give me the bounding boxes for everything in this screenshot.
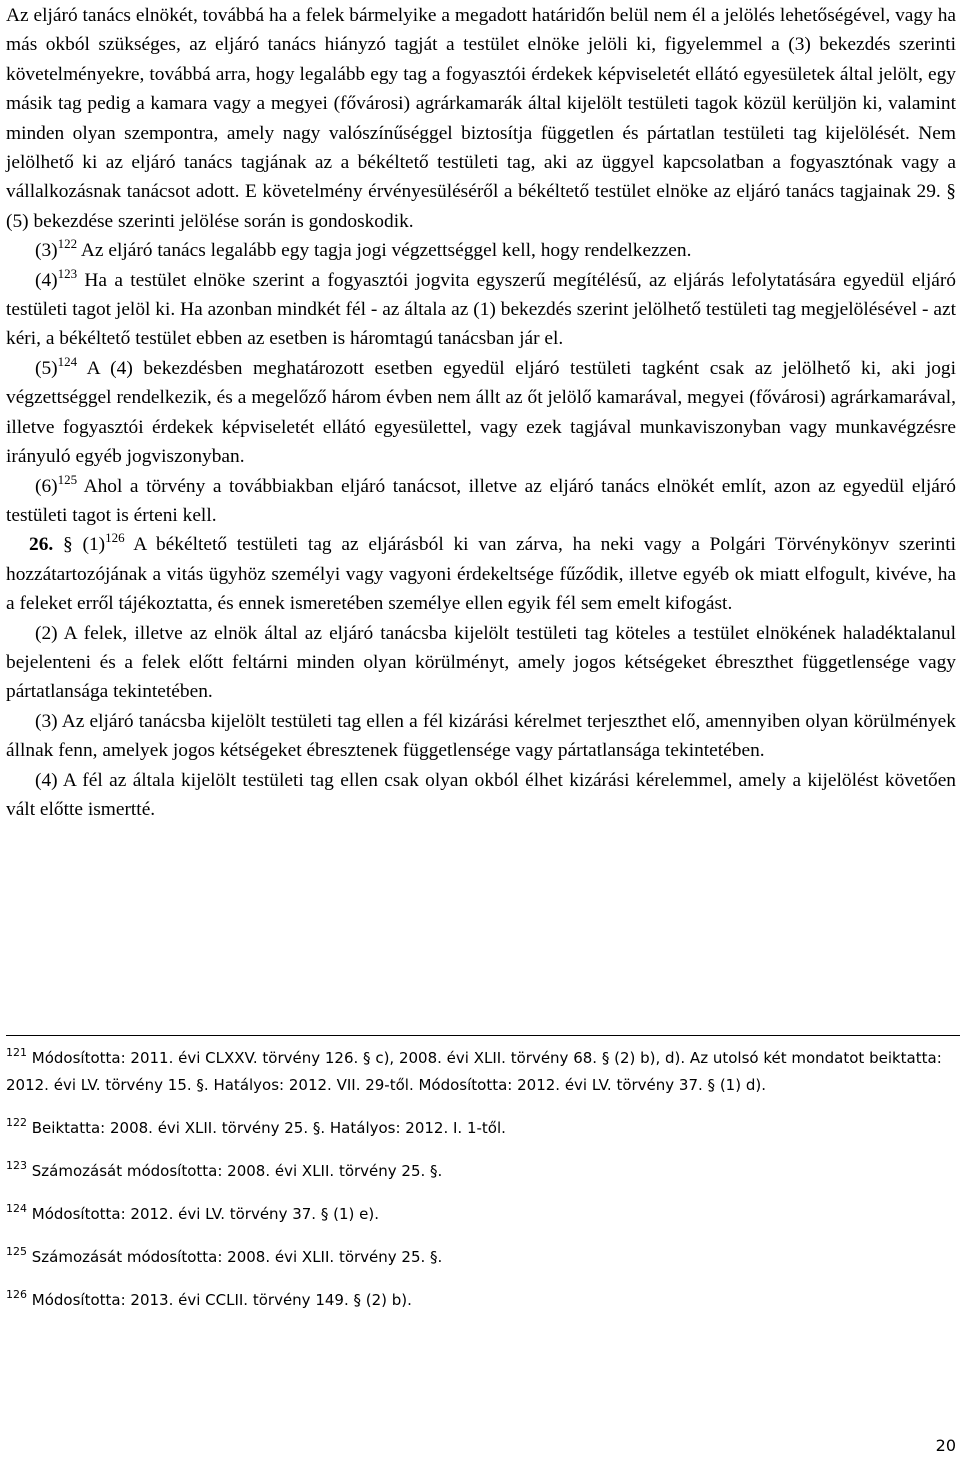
paragraph: Az eljáró tanács elnökét, továbbá ha a felek bármelyike a megadott határidőn belül nem él a jelölés lehetőségével, vagy ha más okból szükséges, az eljáró tanács hiányzó tagját a testület elnöke jelöli ki, figyelemmel a (3) bekezdés szerinti követelményekre, továbbá arra, hogy legalább egy tag a fogyasztói érdekek képviseletét ellátó egyesületek által jelölt, egy másik tag pedig a kamara vagy a megyei (fővárosi) agrárkamarák által kijelölt testületi tagok közül kerüljön ki, valamint minden olyan szempontra, amely nagy valószínűséggel biztosítja független és pártatlan testületi tag kijelölését. Nem jelölhető ki az eljáró tanács tagjának az a békéltető testületi tag, aki az üggyel kapcsolatban a fogyasztónak vagy a vállalkozásnak tanácsot adott. E követelmény érvényesüléséről a békéltető testület elnöke az eljáró tanács tagjainak 29. § (5) bekezdése szerinti jelölése során is gondoskodik. (6, 5, 956, 232)
footnote: $^{123}$ Számozását módosította: 2008. évi XLII. törvény 25. §. (6, 1159, 443, 1180)
paragraph: $(5)^{124}$ A (4) bekezdésben meghatározott esetben egyedül eljáró testületi tagként csak az jelölhető ki, aki jogi végzettséggel rendelkezik, és a megelőző három évben nem állt az őt jelölő kamarával, megyei (fővárosi) agrárkamarával, illetve fogyasztói érdekek képviseletét ellátó egyesülettel, vagy ezek tagjával munkaviszonyban vagy munkavégzésre irányuló egyéb jogviszonyban. (6, 353, 956, 468)
footnote-ref[interactable]: 125 (57, 471, 78, 487)
paragraph: $(4)^{123}$ Ha a testület elnöke szerint a fogyasztói jogvita egyszerű megítélésű, az eljárás lefolytatására egyedül eljáró testületi tagot jelöl ki. Ha azonban mindkét fél - az általa az (1) bekezdés szerint jelölhető testületi tag megjelölésével - azt kéri, a békéltető testület ebben az esetben is háromtagú tanácsban jár el. (6, 265, 956, 350)
footnote: $^{121}$ Módosította: 2011. évi CLXXV. törvény 126. § c), 2008. évi XLII. törvény 68. § (2) b), d). Az utolsó két mondatot beiktatta: 2012. évi LV. törvény 15. §. Hatályos: 2012. VII. 29-től. Módosította: 2012. évi LV. törvény 37. § (1) d). (6, 1046, 942, 1094)
footnote-number: 126 (6, 1288, 27, 1301)
paragraph: $(6)^{125}$ Ahol a törvény a továbbiakban eljáró tanácsot, illetve az eljáró tanács elnökét említ, azon az egyedül eljáró testületi tagot is érteni kell. (6, 471, 956, 526)
footnote-number: 122 (6, 1116, 27, 1129)
footnote-number: 124 (6, 1202, 27, 1215)
footnote-ref[interactable]: 124 (57, 353, 78, 369)
footnote: $^{126}$ Módosította: 2013. évi CCLII. törvény 149. § (2) b). (6, 1288, 412, 1309)
footnote-ref[interactable]: 122 (57, 236, 78, 252)
paragraph: (4) A fél az általa kijelölt testületi tag ellen csak olyan okból élhet kizárási kérelemmel, amely a kijelölést követően vált előtte ismertté. (6, 769, 956, 820)
section-number: 26. (29, 534, 54, 556)
footnote-separator (6, 1035, 960, 1036)
paragraph: (2) A felek, illetve az elnök által az eljáró tanácsba kijelölt testületi tag köteles a testület elnökének haladéktalanul bejelenteni és a felek előtt feltárni minden olyan körülményt, amely jogos kétségeket ébreszthet függetlensége vagy pártatlansága tekintetében. (6, 622, 956, 703)
page-number: 20 (935, 1436, 956, 1455)
footnotes (6, 1045, 960, 1314)
footnote-number: 121 (6, 1046, 27, 1059)
footnote-number: 123 (6, 1159, 27, 1172)
footnote-number: 125 (6, 1245, 27, 1258)
footnote: $^{124}$ Módosította: 2012. évi LV. törvény 37. § (1) e). (6, 1202, 379, 1223)
paragraph: $(3)^{122}$ Az eljáró tanács legalább egy tagja jogi végzettséggel kell, hogy rendelkezzen. (35, 236, 692, 262)
document-page (6, 0, 957, 1309)
body-text (6, 0, 956, 824)
footnote-ref[interactable]: 123 (57, 265, 78, 281)
section-26-paragraph: 26. § $(1)^{126}$ A békéltető testületi tag az eljárásból ki van zárva, ha neki vagy a Polgári Törvénykönyv szerinti hozzátartozójának a vitás ügyhöz személyi vagy vagyoni érdekeltsége fűződik, illetve egyéb ok miatt elfogult, kivéve, ha a feleket erről tájékoztatta, és ennek ismeretében személye ellen egyik fél sem emelt kifogást. (6, 530, 957, 615)
footnote: $^{122}$ Beiktatta: 2008. évi XLII. törvény 25. §. Hatályos: 2012. I. 1-től. (6, 1116, 506, 1137)
section-sign: § (63, 534, 73, 556)
footnote-ref[interactable]: 126 (105, 530, 125, 546)
paragraph: (3) Az eljáró tanácsba kijelölt testületi tag ellen a fél kizárási kérelmet terjeszthet elő, amennyiben olyan körülmények állnak fenn, amelyek jogos kétségeket ébresztenek függetlensége vagy pártatlansága tekintetében. (6, 710, 956, 762)
footnote: $^{125}$ Számozását módosította: 2008. évi XLII. törvény 25. §. (6, 1245, 443, 1266)
